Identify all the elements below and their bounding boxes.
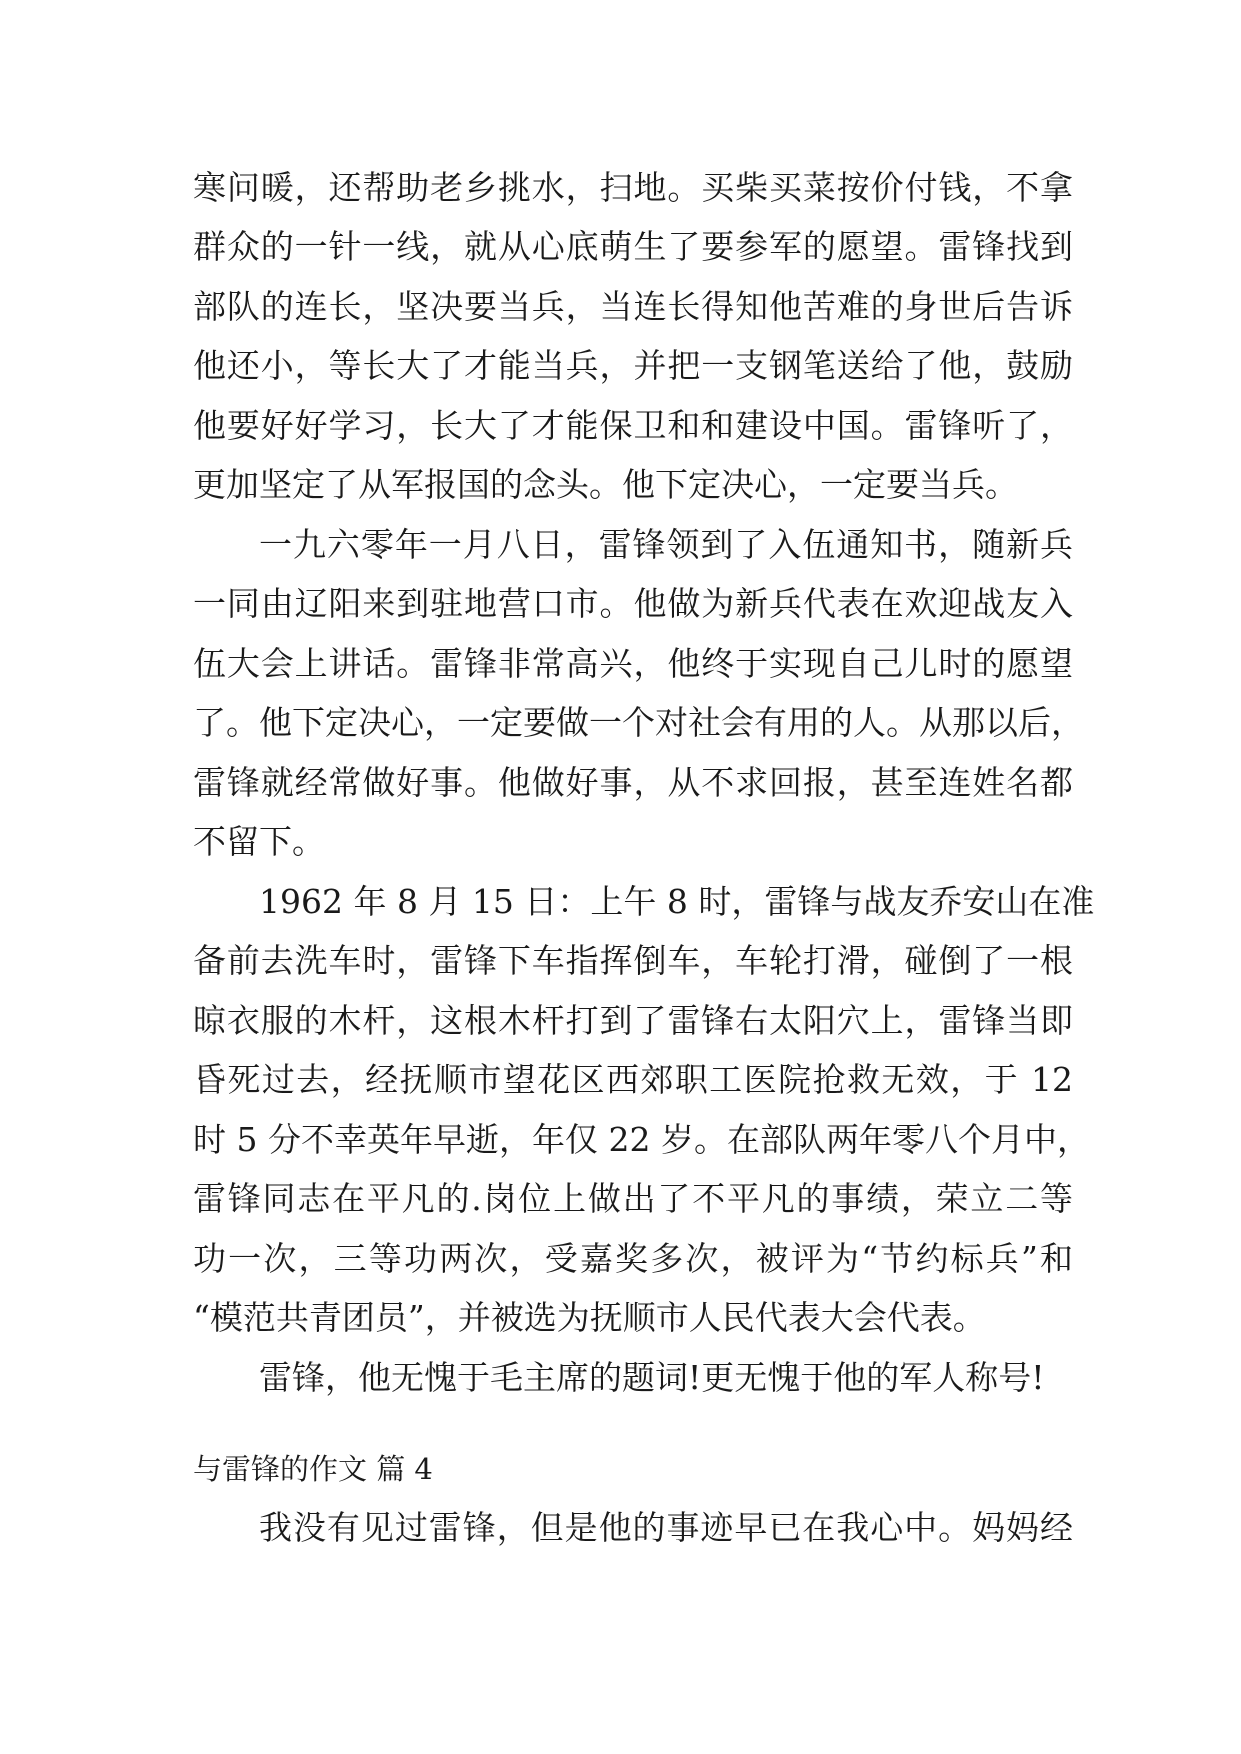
paragraph-3-line-3: 晾衣服的木杆，这根木杆打到了雷锋右太阳穴上，雷锋当即 [193, 1001, 1073, 1040]
paragraph-1-line-4: 他还小，等长大了才能当兵，并把一支钢笔送给了他，鼓励 [193, 346, 1073, 385]
paragraph-3-line-6: 雷锋同志在平凡的.岗位上做出了不平凡的事绩，荣立二等 [193, 1179, 1073, 1218]
paragraph-2-line-5: 雷锋就经常做好事。他做好事，从不求回报，甚至连姓名都 [193, 763, 1073, 802]
section-heading: 与雷锋的作文 篇 4 [193, 1452, 433, 1486]
paragraph-2-line-4: 了。他下定决心，一定要做一个对社会有用的人。从那以后， [193, 703, 1084, 742]
paragraph-3-line-2: 备前去洗车时，雷锋下车指挥倒车，车轮打滑，碰倒了一根 [193, 941, 1073, 980]
paragraph-1-line-3: 部队的连长，坚决要当兵，当连长得知他苦难的身世后告诉 [193, 287, 1073, 326]
paragraph-1-line-6: 更加坚定了从军报国的念头。他下定决心，一定要当兵。 [193, 465, 1018, 504]
paragraph-3-line-4: 昏死过去，经抚顺市望花区西郊职工医院抢救无效，于 12 [193, 1060, 1073, 1099]
paragraph-1-line-5: 他要好好学习，长大了才能保卫和和建设中国。雷锋听了， [193, 406, 1073, 445]
paragraph-3-line-1: 1962 年 8 月 15 日：上午 8 时，雷锋与战友乔安山在准 [259, 882, 1095, 921]
paragraph-1-line-2: 群众的一针一线，就从心底萌生了要参军的愿望。雷锋找到 [193, 227, 1073, 266]
paragraph-3-line-5: 时 5 分不幸英年早逝，年仅 22 岁。在部队两年零八个月中， [193, 1120, 1090, 1159]
paragraph-5-line-1: 我没有见过雷锋，但是他的事迹早已在我心中。妈妈经 [259, 1508, 1073, 1547]
paragraph-2-line-2: 一同由辽阳来到驻地营口市。他做为新兵代表在欢迎战友入 [193, 584, 1073, 623]
paragraph-3-line-8: “模范共青团员”，并被选为抚顺市人民代表大会代表。 [193, 1298, 986, 1337]
paragraph-1-line-1: 寒问暖，还帮助老乡挑水，扫地。买柴买菜按价付钱，不拿 [193, 168, 1073, 207]
paragraph-3-line-7: 功一次，三等功两次，受嘉奖多次，被评为“节约标兵”和 [193, 1239, 1073, 1278]
paragraph-2-line-6: 不留下。 [193, 822, 325, 861]
paragraph-2-line-1: 一九六零年一月八日，雷锋领到了入伍通知书，随新兵 [259, 525, 1073, 564]
paragraph-2-line-3: 伍大会上讲话。雷锋非常高兴，他终于实现自己儿时的愿望 [193, 644, 1073, 683]
paragraph-4-line-1: 雷锋，他无愧于毛主席的题词!更无愧于他的军人称号! [259, 1358, 1045, 1397]
